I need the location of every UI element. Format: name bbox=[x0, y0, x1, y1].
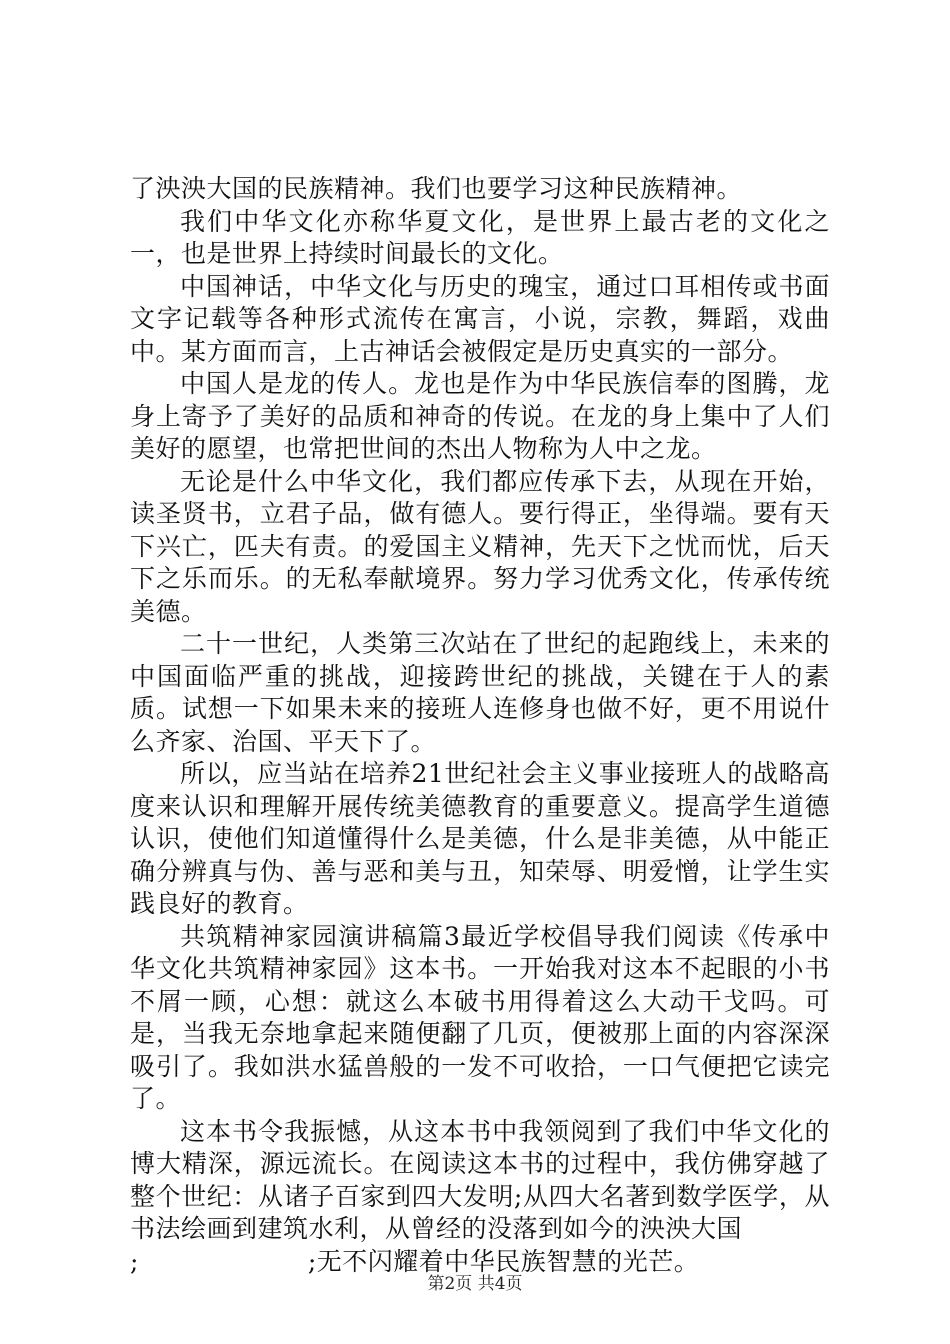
paragraph: 中国神话，中华文化与历史的瑰宝，通过口耳相传或书面文字记载等各种形式流传在寓言，小说，宗教，舞蹈，戏曲中。某方面而言，上古神话会被假定是历史真实的一部分。 bbox=[130, 271, 830, 366]
paragraph: 这本书令我振憾，从这本书中我领阅到了我们中华文化的博大精深，源远流长。在阅读这本书的过程中，我仿佛穿越了整个世纪：从诸子百家到四大发明;从四大名著到数学医学，从书法绘画到建筑水利，从曾经的没落到如今的泱泱大国 bbox=[130, 1116, 830, 1243]
paragraph: 共筑精神家园演讲稿篇3最近学校倡导我们阅读《传承中华文化共筑精神家园》这本书。一开始我对这本不起眼的小书不屑一顾，心想：就这么本破书用得着这么大动干戈吗。可是，当我无奈地拿起来随便翻了几页，便被那上面的内容深深吸引了。我如洪水猛兽般的一发不可收拾，一口气便把它读完了。 bbox=[130, 921, 830, 1113]
paragraph: 我们中华文化亦称华夏文化，是世界上最古老的文化之一，也是世界上持续时间最长的文化。 bbox=[130, 206, 830, 268]
paragraph: 所以，应当站在培养21世纪社会主义事业接班人的战略高度来认识和理解开展传统美德教育的重要意义。提高学生道德认识，使他们知道懂得什么是美德，什么是非美德，从中能正确分辨真与伪、善与恶和美与丑，知荣辱、明爱憎，让学生实践良好的教育。 bbox=[130, 759, 830, 918]
paragraph: 无论是什么中华文化，我们都应传承下去，从现在开始，读圣贤书，立君子品，做有德人。要行得正，坐得端。要有天下兴亡，匹夫有责。的爱国主义精神，先天下之忧而忧，后天下之乐而乐。的无私奉献境界。努力学习优秀文化，传承传统美德。 bbox=[130, 466, 830, 626]
paragraph: ; ;无不闪耀着中华民族智慧的光芒。 bbox=[130, 1246, 700, 1276]
paragraph: 了泱泱大国的民族精神。我们也要学习这种民族精神。 bbox=[130, 174, 743, 203]
paragraph: 中国人是龙的传人。龙也是作为中华民族信奉的图腾，龙身上寄予了美好的品质和神奇的传说。在龙的身上集中了人们美好的愿望，也常把世间的杰出人物称为人中之龙。 bbox=[130, 369, 830, 463]
paragraph: 二十一世纪，人类第三次站在了世纪的起跑线上，未来的中国面临严重的挑战，迎接跨世纪的挑战，关键在于人的素质。试想一下如果未来的接班人连修身也做不好，更不用说什么齐家、治国、平天下了。 bbox=[130, 629, 830, 756]
page-number-footer: 第2页 共4页 bbox=[427, 1274, 523, 1294]
document-body bbox=[130, 173, 830, 1278]
